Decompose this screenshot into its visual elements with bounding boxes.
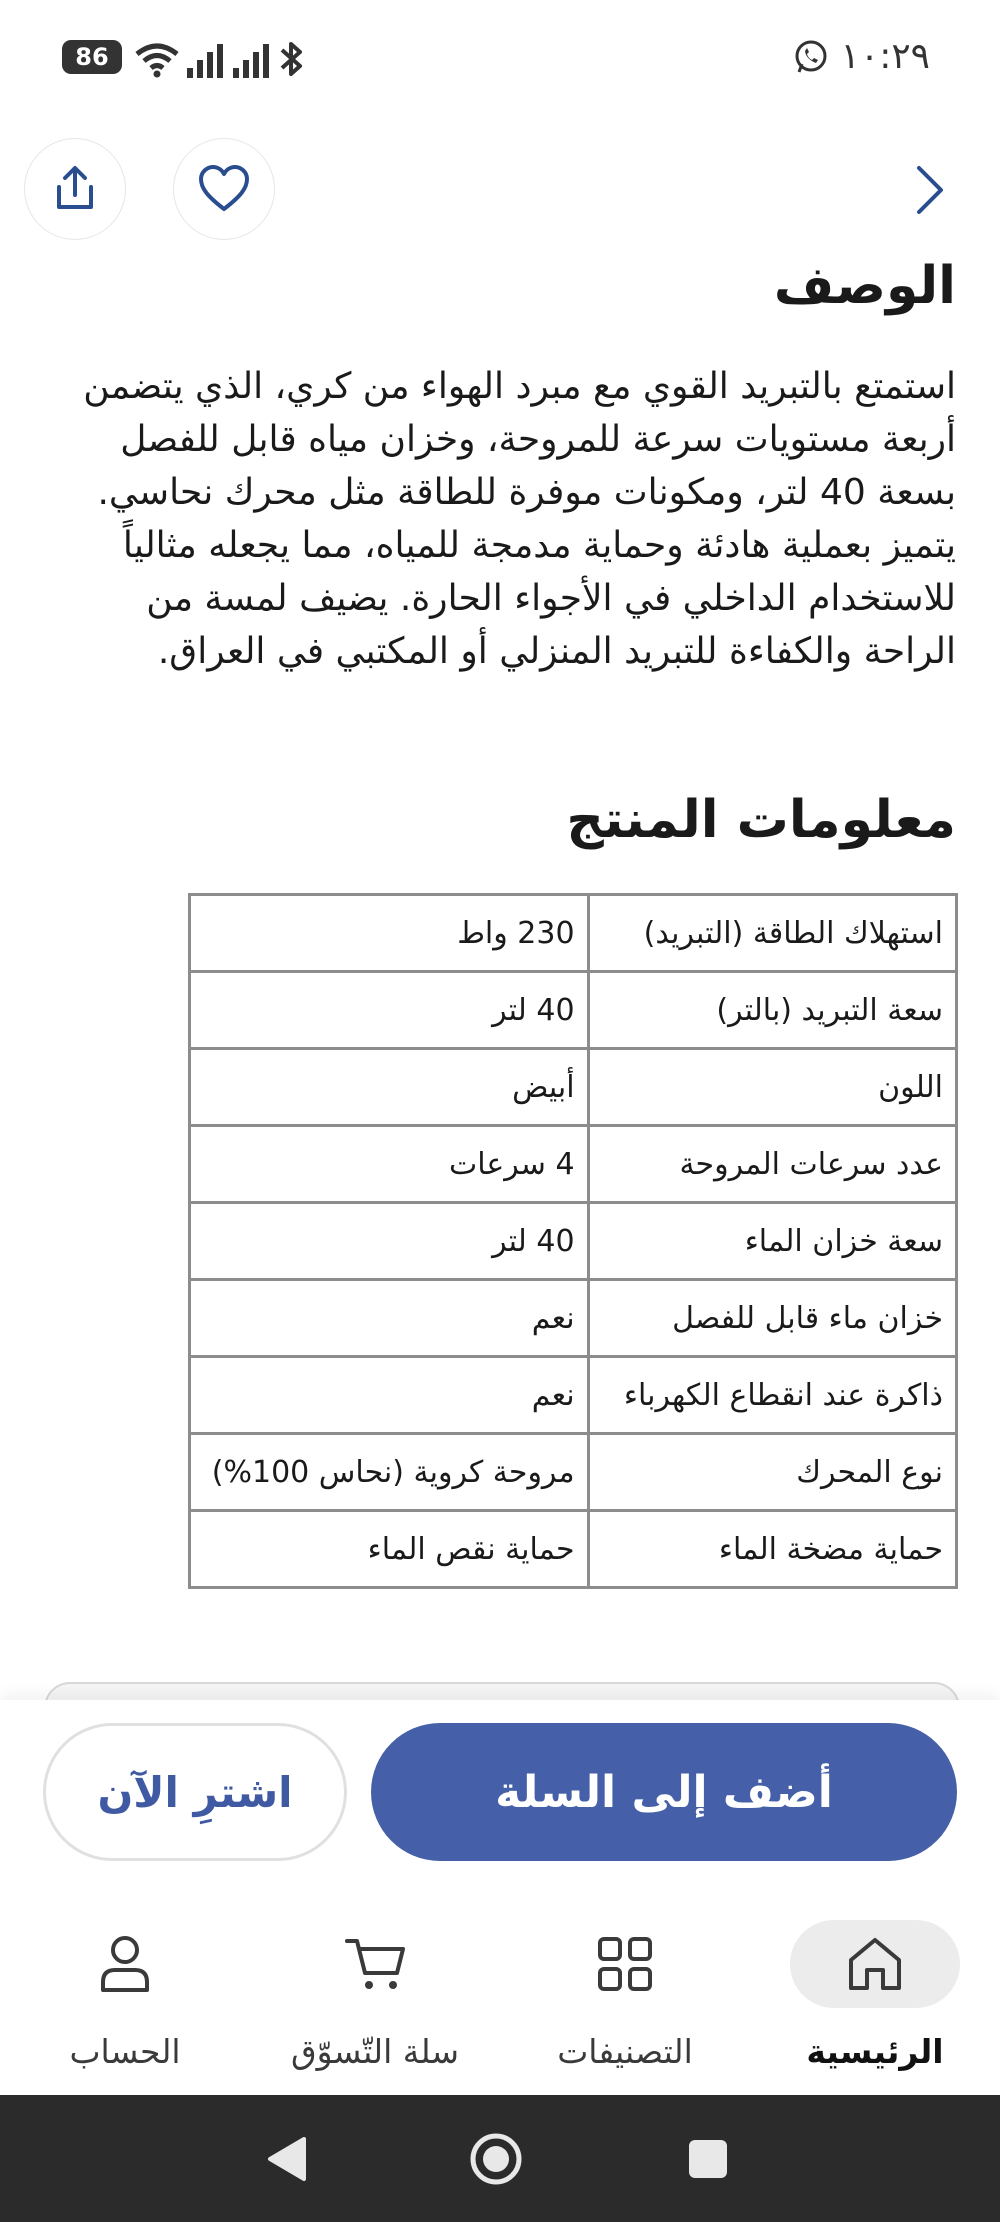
spec-key: سعة خزان الماء [588,1203,956,1280]
spec-value: 4 سرعات [190,1126,589,1203]
table-row [190,1434,957,1511]
nav-item-home[interactable] [755,1890,995,2095]
spec-value: 230 واط [190,895,589,972]
share-icon [49,163,101,215]
buy-now-button[interactable]: اشترِ الآن [43,1723,347,1861]
user-icon [97,1934,153,1994]
cart-icon-wrap [290,1920,460,2008]
triangle-back-icon [264,2135,308,2183]
bluetooth-icon [279,40,305,78]
add-to-cart-button[interactable]: أضف إلى السلة [371,1723,957,1861]
spec-value: مروحة كروية (نحاس 100%) [190,1434,589,1511]
signal-icon-2 [233,42,271,78]
nav-item-categories[interactable] [505,1890,745,2095]
table-row [190,1049,957,1126]
favorite-button[interactable] [173,138,275,240]
spec-key: نوع المحرك [588,1434,956,1511]
table-row [190,1126,957,1203]
product-info-title: معلومات المنتج [566,790,956,850]
system-nav-bar [0,2095,1000,2222]
battery-indicator: 86 [62,40,122,74]
description-text: استمتع بالتبريد القوي مع مبرد الهواء من كري، الذي يتضمن أربعة مستويات سرعة للمروحة، وخزان مياه قابل للفصل بسعة 40 لتر، ومكونات موفرة للطاقة مثل محرك نحاسي. يتميز بعملية هادئة وحماية مدمجة للمياه، مما يجعله مثالياً للاستخدام الداخلي في الأجواء الحارة. يضيف لمسة من الراحة والكفاءة للتبريد المنزلي أو المكتبي في العراق. [83,366,956,672]
table-row [190,1280,957,1357]
grid-icon-wrap [540,1920,710,2008]
heart-icon [197,164,251,214]
spec-key: عدد سرعات المروحة [588,1126,956,1203]
user-icon-wrap [40,1920,210,2008]
system-home-button[interactable] [468,2131,524,2187]
grid-icon [597,1936,653,1992]
spec-key: حماية مضخة الماء [588,1511,956,1588]
spec-value: 40 لتر [190,972,589,1049]
nav-item-cart[interactable] [255,1890,495,2095]
clock: ١٠:٢٩ [840,36,930,77]
whatsapp-icon [793,39,829,75]
table-row [190,972,957,1049]
table-row [190,1357,957,1434]
nav-label-account: الحساب [69,2032,181,2071]
spec-key: ذاكرة عند انقطاع الكهرباء [588,1357,956,1434]
spec-key: سعة التبريد (بالتر) [588,972,956,1049]
status-bar [0,0,1000,115]
circle-home-icon [468,2131,524,2187]
home-icon-wrap [790,1920,960,2008]
spec-key: اللون [588,1049,956,1126]
signal-icon [187,42,225,78]
bottom-nav [0,1890,1000,2095]
nav-item-account[interactable] [5,1890,245,2095]
home-icon [845,1936,905,1992]
nav-label-cart: سلة التّسوّق [290,2032,460,2071]
spec-key: خزان ماء قابل للفصل [588,1280,956,1357]
spec-value: حماية نقص الماء [190,1511,589,1588]
share-button[interactable] [24,138,126,240]
back-button[interactable] [900,160,960,220]
nav-label-categories: التصنيفات [557,2032,693,2071]
spec-value: 40 لتر [190,1203,589,1280]
product-info-table [188,893,958,1589]
description-title: الوصف [773,256,956,316]
table-row [190,1203,957,1280]
nav-label-home: الرئيسية [806,2032,944,2071]
wifi-icon [135,42,179,78]
status-right [793,36,930,77]
system-back-button[interactable] [258,2131,314,2187]
chevron-right-icon [915,164,945,216]
system-recents-button[interactable] [680,2131,736,2187]
table-row [190,895,957,972]
square-recents-icon [686,2137,730,2181]
spec-value: نعم [190,1357,589,1434]
table-row [190,1511,957,1588]
status-icons [135,36,305,78]
spec-value: أبيض [190,1049,589,1126]
cart-icon [343,1935,407,1993]
spec-value: نعم [190,1280,589,1357]
spec-key: استهلاك الطاقة (التبريد) [588,895,956,972]
